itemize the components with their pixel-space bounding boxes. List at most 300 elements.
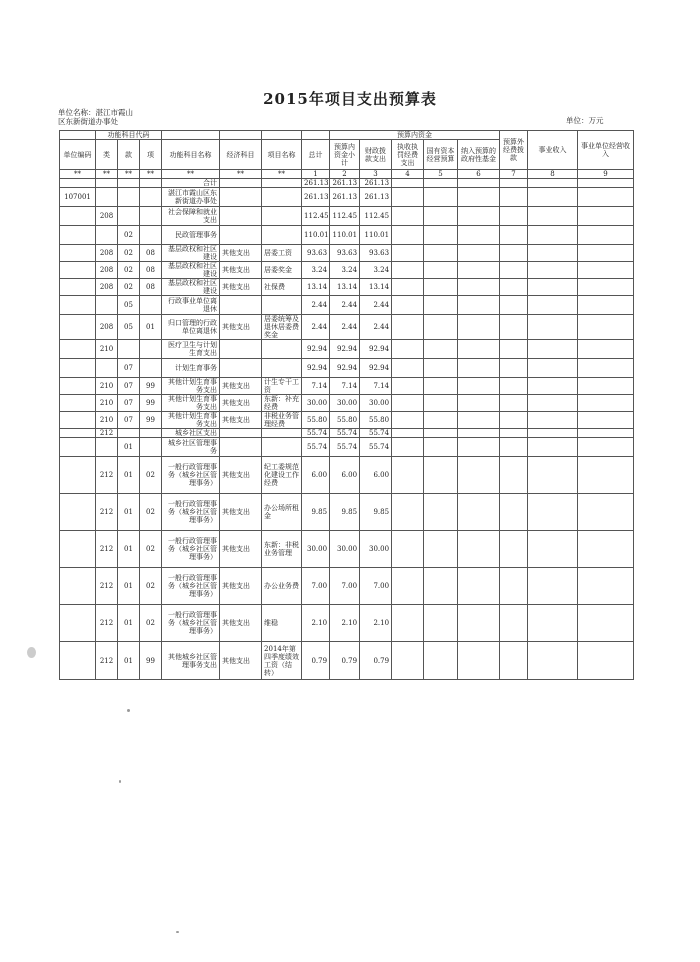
row-kuan: 05 [118,296,140,315]
star-cell: ** [118,170,140,179]
row-budget-sub: 261.13 [330,179,360,188]
table-header [60,131,634,179]
row-budget-sub: 93.63 [330,245,360,262]
row-proj: 居委奖金 [262,262,302,279]
row-xiang: 02 [140,605,162,642]
row-proj: 社保费 [262,279,302,296]
row-unit-code [60,457,96,494]
row-budget-sub: 92.94 [330,340,360,359]
row-lei: 212 [96,457,118,494]
row-unit-code [60,207,96,226]
row-empty-cell [500,279,528,296]
table-row [60,395,634,412]
row-empty-cell [500,412,528,429]
row-func-name: 一般行政管理事务（城乡社区管理事务） [162,531,220,568]
row-unit-code [60,395,96,412]
row-unit-code: 107001 [60,188,96,207]
row-total: 7.14 [302,378,330,395]
row-empty-cell [528,494,578,531]
header-biz-income: 事业收入 [528,131,578,170]
row-func-name: 其他计划生育事务支出 [162,395,220,412]
row-empty-cell [392,188,424,207]
row-econ: 其他支出 [220,245,262,262]
row-empty-cell [528,315,578,340]
row-kuan [118,340,140,359]
row-fin-alloc: 7.14 [360,378,392,395]
row-empty-cell [578,279,634,296]
row-budget-sub: 92.94 [330,359,360,378]
row-empty-cell [578,457,634,494]
org-label: 单位名称： [58,108,96,117]
row-xiang [140,226,162,245]
row-empty-cell [424,359,458,378]
star-cell: ** [96,170,118,179]
row-budget-sub: 2.44 [330,315,360,340]
row-empty-cell [500,429,528,438]
header-proj: 项目名称 [262,140,302,170]
row-kuan: 01 [118,642,140,680]
row-xiang: 99 [140,378,162,395]
row-budget-sub: 13.14 [330,279,360,296]
row-empty-cell [392,207,424,226]
row-empty-cell [424,457,458,494]
row-econ: 其他支出 [220,315,262,340]
row-empty-cell [500,179,528,188]
row-total: 93.63 [302,245,330,262]
row-func-name: 民政管理事务 [162,226,220,245]
row-empty-cell [528,340,578,359]
row-empty-cell [528,279,578,296]
row-econ: 其他支出 [220,395,262,412]
row-empty-cell [458,642,500,680]
header-cell [262,131,302,140]
org-name-line1: 湛江市霞山 [95,108,133,117]
row-econ [220,359,262,378]
row-empty-cell [528,188,578,207]
table-row [60,179,634,188]
row-xiang [140,438,162,457]
row-empty-cell [500,531,528,568]
row-empty-cell [458,568,500,605]
header-econ: 经济科目 [220,140,262,170]
row-proj: 居委统筹及退休居委费奖金 [262,315,302,340]
row-budget-sub: 2.44 [330,296,360,315]
row-fin-alloc: 6.00 [360,457,392,494]
row-empty-cell [458,207,500,226]
row-kuan: 02 [118,279,140,296]
table-row [60,296,634,315]
table-row [60,315,634,340]
row-total: 261.13 [302,188,330,207]
row-empty-cell [424,188,458,207]
table-row [60,429,634,438]
row-econ: 其他支出 [220,412,262,429]
row-func-name: 行政事业单位离退休 [162,296,220,315]
row-proj [262,179,302,188]
row-xiang: 08 [140,279,162,296]
row-lei [96,359,118,378]
row-proj [262,296,302,315]
row-empty-cell [424,412,458,429]
row-empty-cell [392,395,424,412]
row-empty-cell [528,226,578,245]
col-number: 3 [360,170,392,179]
row-empty-cell [500,226,528,245]
row-empty-cell [500,315,528,340]
table-row [60,262,634,279]
row-empty-cell [578,315,634,340]
row-empty-cell [578,412,634,429]
row-empty-cell [500,245,528,262]
row-unit-code [60,262,96,279]
row-empty-cell [424,207,458,226]
row-total: 6.00 [302,457,330,494]
row-empty-cell [424,296,458,315]
row-func-name: 社会保障和就业支出 [162,207,220,226]
row-empty-cell [500,457,528,494]
row-kuan: 05 [118,315,140,340]
table-row [60,531,634,568]
row-unit-code [60,494,96,531]
row-kuan: 07 [118,378,140,395]
row-empty-cell [528,605,578,642]
row-empty-cell [528,262,578,279]
row-total: 7.00 [302,568,330,605]
row-unit-code [60,296,96,315]
row-empty-cell [424,642,458,680]
header-cell [162,131,220,140]
header-lei: 类 [96,140,118,170]
row-empty-cell [578,494,634,531]
row-unit-code [60,412,96,429]
row-proj: 办公业务费 [262,568,302,605]
row-xiang: 99 [140,395,162,412]
col-number: 2 [330,170,360,179]
row-empty-cell [578,207,634,226]
header-cell [302,131,330,140]
row-empty-cell [578,605,634,642]
row-xiang: 02 [140,457,162,494]
row-proj: 办公场所租金 [262,494,302,531]
row-empty-cell [458,315,500,340]
row-func-name: 基层政权和社区建设 [162,279,220,296]
row-empty-cell [528,395,578,412]
row-empty-cell [578,340,634,359]
row-econ [220,438,262,457]
row-empty-cell [458,429,500,438]
row-fin-alloc: 92.94 [360,340,392,359]
row-xiang: 02 [140,568,162,605]
header-state-cap: 国有资本经营预算 [424,140,458,170]
row-lei: 212 [96,568,118,605]
star-cell: ** [140,170,162,179]
row-proj: 东新：补充经费 [262,395,302,412]
row-proj [262,340,302,359]
row-func-name: 一般行政管理事务（城乡社区管理事务） [162,494,220,531]
row-econ: 其他支出 [220,262,262,279]
row-budget-sub: 6.00 [330,457,360,494]
row-empty-cell [424,179,458,188]
row-unit-code [60,315,96,340]
row-empty-cell [458,457,500,494]
row-empty-cell [424,395,458,412]
row-empty-cell [392,226,424,245]
row-unit-code [60,568,96,605]
org-name-line2: 区东新街道办事处 [58,117,118,126]
row-fin-alloc: 55.80 [360,412,392,429]
row-empty-cell [578,188,634,207]
row-xiang [140,359,162,378]
row-empty-cell [528,378,578,395]
row-empty-cell [578,568,634,605]
row-proj [262,359,302,378]
table-row [60,438,634,457]
row-func-name: 城乡社区支出 [162,429,220,438]
row-lei: 208 [96,279,118,296]
org-info [58,108,133,126]
row-empty-cell [392,179,424,188]
row-kuan: 01 [118,531,140,568]
row-lei: 210 [96,395,118,412]
row-kuan [118,207,140,226]
row-unit-code [60,378,96,395]
row-total: 55.80 [302,412,330,429]
star-cell: ** [60,170,96,179]
row-empty-cell [458,438,500,457]
scan-speck [176,931,179,933]
row-xiang: 01 [140,315,162,340]
star-cell: ** [262,170,302,179]
row-empty-cell [392,429,424,438]
row-lei: 210 [96,340,118,359]
scan-speck [119,780,121,783]
row-empty-cell [528,359,578,378]
row-kuan [118,179,140,188]
row-empty-cell [500,568,528,605]
table-row [60,568,634,605]
col-number: 5 [424,170,458,179]
row-empty-cell [578,179,634,188]
row-lei [96,179,118,188]
table-row [60,412,634,429]
row-fin-alloc: 0.79 [360,642,392,680]
row-proj [262,438,302,457]
row-unit-code [60,605,96,642]
row-empty-cell [392,359,424,378]
row-econ: 其他支出 [220,378,262,395]
row-empty-cell [458,179,500,188]
row-empty-cell [458,494,500,531]
row-empty-cell [500,188,528,207]
row-empty-cell [578,429,634,438]
row-empty-cell [458,340,500,359]
row-empty-cell [424,378,458,395]
table-row [60,605,634,642]
row-budget-sub: 0.79 [330,642,360,680]
row-empty-cell [424,568,458,605]
row-fin-alloc: 2.10 [360,605,392,642]
row-func-name: 一般行政管理事务（城乡社区管理事务） [162,457,220,494]
row-empty-cell [458,412,500,429]
page-title: 2015年项目支出预算表 [263,90,437,108]
row-budget-sub: 55.74 [330,438,360,457]
budget-table [59,130,634,680]
row-kuan: 02 [118,245,140,262]
row-empty-cell [458,395,500,412]
row-proj: 东新：非税业务管理 [262,531,302,568]
row-empty-cell [578,378,634,395]
col-number: 8 [528,170,578,179]
table-body [60,179,634,680]
row-budget-sub: 9.85 [330,494,360,531]
row-fin-alloc: 7.00 [360,568,392,605]
row-empty-cell [528,412,578,429]
row-empty-cell [528,568,578,605]
row-fin-alloc: 261.13 [360,179,392,188]
row-xiang: 02 [140,494,162,531]
row-empty-cell [392,315,424,340]
row-total: 112.45 [302,207,330,226]
row-fin-alloc: 30.00 [360,395,392,412]
row-empty-cell [392,245,424,262]
row-empty-cell [500,262,528,279]
row-xiang [140,296,162,315]
row-kuan: 01 [118,457,140,494]
row-econ [220,179,262,188]
row-lei: 210 [96,378,118,395]
row-lei: 208 [96,262,118,279]
header-budget-sub: 预算内资金小计 [330,140,360,170]
row-empty-cell [424,279,458,296]
row-empty-cell [500,605,528,642]
header-unit-code: 单位编码 [60,140,96,170]
row-budget-sub: 55.74 [330,429,360,438]
col-number: 1 [302,170,330,179]
row-total: 30.00 [302,531,330,568]
row-lei: 208 [96,245,118,262]
row-empty-cell [500,395,528,412]
table-row [60,279,634,296]
row-fin-alloc: 55.74 [360,438,392,457]
row-empty-cell [392,279,424,296]
row-xiang: 99 [140,412,162,429]
row-econ [220,226,262,245]
row-fin-alloc: 3.24 [360,262,392,279]
row-proj: 计生专干工资 [262,378,302,395]
row-proj [262,207,302,226]
row-xiang: 02 [140,531,162,568]
row-empty-cell [578,245,634,262]
row-total: 55.74 [302,429,330,438]
row-total: 110.01 [302,226,330,245]
row-unit-code [60,531,96,568]
row-unit-code [60,429,96,438]
row-empty-cell [500,296,528,315]
row-func-name: 合计 [162,179,220,188]
table-row [60,378,634,395]
row-total: 92.94 [302,340,330,359]
row-econ [220,340,262,359]
row-empty-cell [528,642,578,680]
row-empty-cell [458,531,500,568]
row-func-name: 其他计划生育事务支出 [162,378,220,395]
header-func-code-group: 功能科目代码 [96,131,162,140]
row-empty-cell [392,531,424,568]
row-kuan: 07 [118,395,140,412]
row-proj: 居委工资 [262,245,302,262]
row-unit-code [60,438,96,457]
row-empty-cell [528,179,578,188]
header-budget-group: 预算内资金 [330,131,500,140]
row-empty-cell [424,605,458,642]
star-cell: ** [220,170,262,179]
row-func-name: 其他计划生育事务支出 [162,412,220,429]
row-unit-code [60,179,96,188]
row-func-name: 一般行政管理事务（城乡社区管理事务） [162,605,220,642]
row-econ: 其他支出 [220,457,262,494]
row-empty-cell [528,429,578,438]
row-empty-cell [424,340,458,359]
row-empty-cell [528,207,578,226]
row-empty-cell [528,531,578,568]
row-empty-cell [578,226,634,245]
row-proj [262,226,302,245]
header-fin-alloc: 财政拨款支出 [360,140,392,170]
row-xiang: 08 [140,245,162,262]
row-empty-cell [500,642,528,680]
row-empty-cell [392,378,424,395]
row-empty-cell [424,494,458,531]
row-func-name: 基层政权和社区建设 [162,262,220,279]
row-econ [220,296,262,315]
col-number: 6 [458,170,500,179]
row-budget-sub: 110.01 [330,226,360,245]
row-empty-cell [500,494,528,531]
row-xiang [140,188,162,207]
row-xiang [140,429,162,438]
row-empty-cell [500,359,528,378]
row-empty-cell [392,438,424,457]
row-empty-cell [578,262,634,279]
scan-speck [127,709,130,712]
row-fin-alloc: 13.14 [360,279,392,296]
row-budget-sub: 112.45 [330,207,360,226]
row-total: 261.13 [302,179,330,188]
row-lei: 208 [96,207,118,226]
row-empty-cell [458,605,500,642]
row-lei [96,296,118,315]
row-func-name: 计划生育事务 [162,359,220,378]
row-total: 3.24 [302,262,330,279]
row-func-name: 城乡社区管理事务 [162,438,220,457]
row-budget-sub: 7.14 [330,378,360,395]
row-xiang: 08 [140,262,162,279]
row-proj: 非税业务管理经费 [262,412,302,429]
row-empty-cell [458,226,500,245]
row-kuan: 02 [118,262,140,279]
header-biz-unit: 事业单位经营收入 [578,131,634,170]
row-unit-code [60,245,96,262]
row-empty-cell [578,296,634,315]
row-econ [220,207,262,226]
row-proj: 纪工委规范化建设工作经费 [262,457,302,494]
row-kuan: 01 [118,605,140,642]
table-row [60,642,634,680]
header-transfer: 预算外经费拨款 [500,131,528,170]
row-lei: 212 [96,605,118,642]
row-fin-alloc: 2.44 [360,296,392,315]
row-proj [262,188,302,207]
